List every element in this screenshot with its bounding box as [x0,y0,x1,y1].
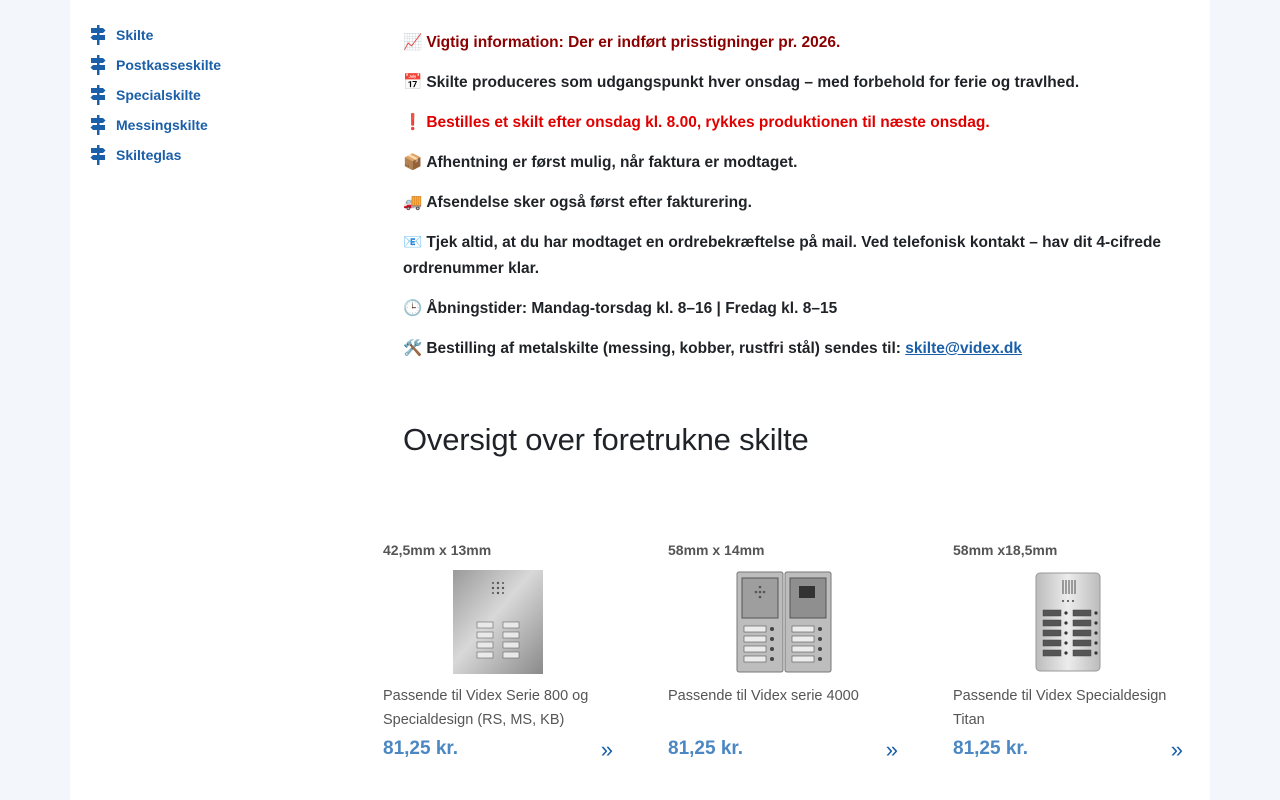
notice-text: Bestilling af metalskilte (messing, kobber, rustfri stål) sendes til: [426,340,906,357]
product-price: 81,25 kr. [953,738,1029,759]
package-icon: 📦 [403,154,423,171]
sidebar-item-label: Specialskilte [116,87,201,103]
notice-price-increase [403,30,1163,56]
chevron-double-right-icon[interactable]: » [1170,737,1183,762]
notice-metal-signs [403,336,1163,362]
product-card[interactable] [383,540,613,780]
sidebar-item-label: Messingskilte [116,117,208,133]
notice-list [403,30,1163,376]
sidebar-item-specialskilte[interactable] [90,80,350,110]
sidebar-item-skilte[interactable] [90,20,350,50]
notice-confirmation [403,230,1163,282]
email-icon: 📧 [403,234,423,251]
signpost-icon [90,145,108,165]
product-description: Passende til Videx Specialdesign Titan [953,688,1167,728]
sidebar-item-label: Skilteglas [116,147,182,163]
notice-opening-hours [403,296,1163,322]
notice-order-deadline [403,110,1163,136]
notice-production-day [403,70,1163,96]
notice-text: Tjek altid, at du har modtaget en ordrebekræftelse på mail. Ved telefonisk kontakt – hav dit 4-cifrede ordrenummer klar. [403,234,1162,277]
notice-text: Afsendelse sker også først efter fakturering. [426,194,752,211]
chevron-double-right-icon[interactable]: » [600,737,613,762]
tools-icon: 🛠️ [403,340,423,357]
chevron-double-right-icon[interactable]: » [885,737,898,762]
sidebar-item-label: Postkasseskilte [116,57,222,73]
notice-text: Åbningstider: Mandag-torsdag kl. 8–16 | Fredag kl. 8–15 [426,300,838,317]
product-price: 81,25 kr. [383,738,459,759]
product-image[interactable] [1035,570,1131,674]
product-price: 81,25 kr. [668,738,744,759]
sidebar-item-skilteglas[interactable] [90,140,350,170]
product-size: 58mm x18,5mm [953,542,1058,558]
chart-increasing-icon: 📈 [403,34,423,51]
page-content [70,0,1210,800]
product-card[interactable] [668,540,898,780]
product-image[interactable] [453,570,549,674]
product-size: 58mm x 14mm [668,542,765,558]
signpost-icon [90,115,108,135]
notice-shipping [403,190,1163,216]
product-size: 42,5mm x 13mm [383,542,492,558]
calendar-icon: 📅 [403,74,423,91]
sidebar-item-messingskilte[interactable] [90,110,350,140]
clock-icon: 🕒 [403,300,423,317]
notice-text: Vigtig information: Der er indført prisstigninger pr. 2026. [426,34,841,51]
email-link[interactable]: skilte@videx.dk [905,340,1023,357]
product-image[interactable] [736,570,832,674]
notice-text: Bestilles et skilt efter onsdag kl. 8.00, rykkes produktionen til næste onsdag. [426,114,990,131]
notice-text: Skilte produceres som udgangspunkt hver onsdag – med forbehold for ferie og travlhed. [426,74,1080,91]
signpost-icon [90,85,108,105]
signpost-icon [90,25,108,45]
sidebar-item-label: Skilte [116,27,154,43]
product-card[interactable] [953,540,1183,780]
sidebar-item-postkasseskilte[interactable] [90,50,350,80]
sidebar-nav [90,20,350,170]
truck-icon: 🚚 [403,194,423,211]
signpost-icon [90,55,108,75]
product-description: Passende til Videx Serie 800 og Specialdesign (RS, MS, KB) [383,688,589,728]
notice-pickup [403,150,1163,176]
product-description: Passende til Videx serie 4000 [668,688,859,704]
exclamation-icon: ❗ [403,114,423,131]
product-grid [383,540,1203,780]
notice-text: Afhentning er først mulig, når faktura er modtaget. [426,154,798,171]
section-title: Oversigt over foretrukne skilte [403,422,809,457]
